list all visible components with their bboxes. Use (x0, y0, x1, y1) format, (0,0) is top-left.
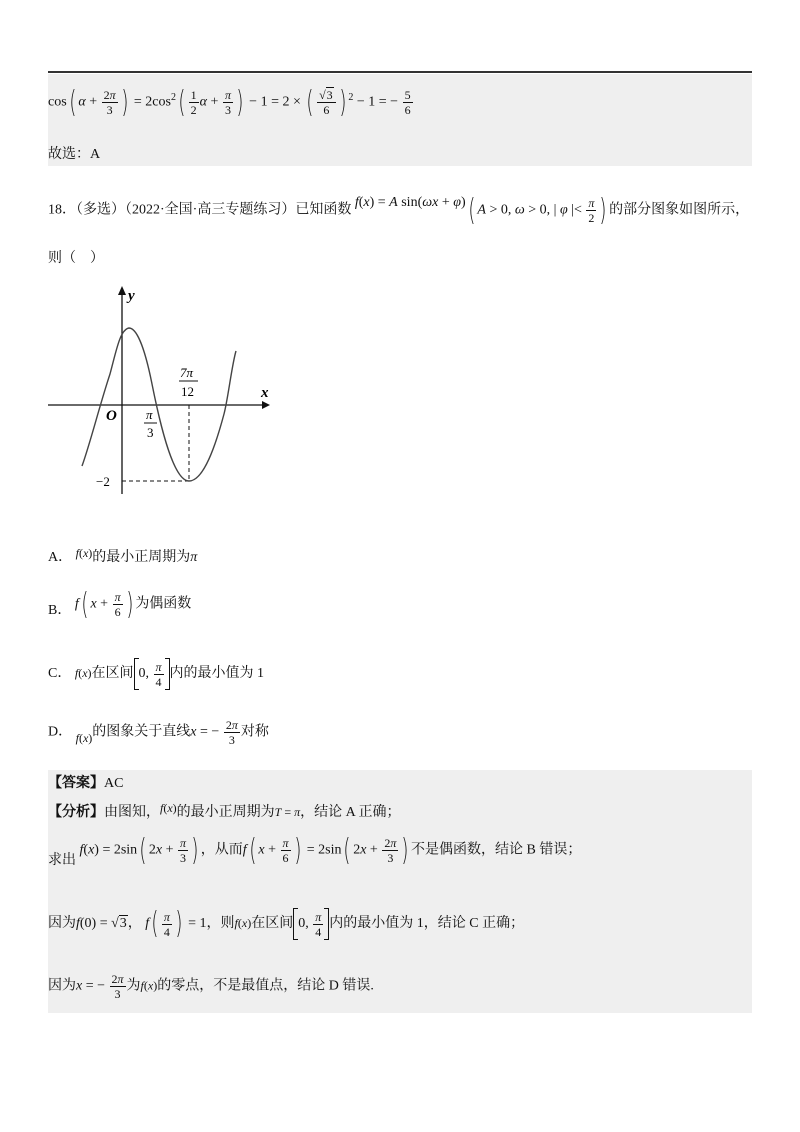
question-source: （2022·全国·高三专题练习） (125, 202, 296, 218)
option-a-text: 的最小正周期为 (92, 550, 191, 565)
question-number: 18． (48, 202, 76, 218)
answer-line (48, 775, 123, 793)
analysis-line-2: 求出 f(x) = 2sin( 2x + $\frac{\pi}{3}$ ) ，从而f( x + $\frac{\pi}{6}$ ) = 2sin( 2x + $\frac{2\pi}{3}$ ) 不是偶函数，结论 B 错误； (48, 832, 582, 868)
option-d: D． f(x)的图象关于直线x = − $\frac{2\pi}{3}$ 对称 (48, 718, 269, 747)
top-rule (48, 71, 752, 73)
option-d-text-1: 的图象关于直线 (92, 724, 191, 740)
origin-label: O (106, 408, 117, 424)
y-tick-minus2: −2 (96, 474, 110, 489)
answer-value: AC (104, 776, 124, 791)
option-c-text-1: 在区间 (91, 666, 134, 682)
analysis-text: 不是偶函数，结论 B 错误； (411, 842, 582, 858)
function-expression: f (354, 194, 359, 210)
analysis-text: 由图知， (104, 805, 160, 820)
analysis-text: 在区间 (251, 916, 294, 932)
analysis-text: 的零点，不是最值点，结论 D 错误. (157, 978, 374, 994)
x-tick-7pi12-num: 7π (180, 365, 194, 380)
analysis-line-1: 【分析】由图知，f(x)的最小正周期为T = π，结论 A 正确； (48, 801, 401, 820)
question-stem-end: 则（ ） (48, 251, 104, 266)
option-c-text-2: 内的最小值为 1 (169, 666, 265, 682)
option-d-label: D． (48, 724, 73, 740)
option-c-label: C． (48, 666, 72, 682)
option-a: A． f(x)的最小正周期为π (48, 546, 198, 565)
x-tick-pi3-den: 3 (147, 425, 154, 440)
y-axis-arrow (118, 286, 126, 295)
analysis-line-4: 因为x = − $\frac{2\pi}{3}$ 为f(x)的零点，不是最值点，结论 D 错误. (48, 972, 374, 1001)
analysis-text: 因为 (48, 916, 76, 932)
x-tick-pi3-num: π (146, 407, 153, 422)
option-c: C． f(x)在区间 0, $\frac{\pi}{4}$ 内的最小值为 1 (48, 659, 265, 689)
analysis-line-3: 因为f(0) = √3， f( $\frac{\pi}{4}$ ) = 1，则f(x)在区间 0, $\frac{\pi}{4}$ 内的最小值为 1，结论 C 正确； (48, 906, 525, 941)
analysis-text: ，从而 (200, 842, 243, 858)
option-b-label: B． (48, 602, 72, 618)
option-d-text-2: 对称 (240, 724, 269, 740)
previous-formula: cos( α + $\frac{2\pi}{3}$ ) = $2\cos^2$( $\frac{1}{2}$ α + $\frac{\pi}{3}$ ) − 1 = 2 × ( $\frac{√3}{6}$ ) $^2$ − 1 = − $\frac{5}{6}$ (48, 84, 411, 120)
x-axis-arrow (262, 401, 270, 409)
question-stem: 18．（多选）（2022·全国·高三专题练习）已知函数 f(x) = A sin(ωx + φ)( A > 0, ω > 0, | φ |< $\frac{\pi}{2}$ ) 的部分图象如图所示， (48, 192, 750, 228)
analysis-text: ，则 (206, 916, 235, 932)
answer-label: 【答案】 (48, 776, 104, 791)
analysis-text: 内的最小值为 1，结论 C 正确； (329, 916, 525, 932)
analysis-text: ， (127, 916, 142, 932)
analysis-text: 为 (126, 978, 141, 994)
function-graph (40, 284, 280, 504)
y-axis-label: y (128, 288, 135, 304)
analysis-label: 【分析】 (48, 805, 104, 820)
analysis-text: 求出 (48, 852, 76, 868)
analysis-text: 的最小正周期为 (176, 805, 275, 820)
x-axis-label: x (261, 385, 269, 401)
option-a-label: A． (48, 550, 73, 565)
option-b-text: 为偶函数 (135, 596, 192, 612)
analysis-text: ，结论 A 正确； (300, 805, 401, 820)
question-type: （多选） (76, 202, 125, 218)
previous-conclusion: 故选：A (48, 147, 101, 162)
option-b: B． f( x + $\frac{\pi}{6}$ ) 为偶函数 (48, 586, 192, 622)
x-tick-7pi12-den: 12 (181, 384, 194, 399)
question-stem-after: 的部分图象如图所示， (609, 202, 750, 218)
question-stem-before: 已知函数 (295, 202, 352, 218)
analysis-text: 因为 (48, 978, 76, 994)
